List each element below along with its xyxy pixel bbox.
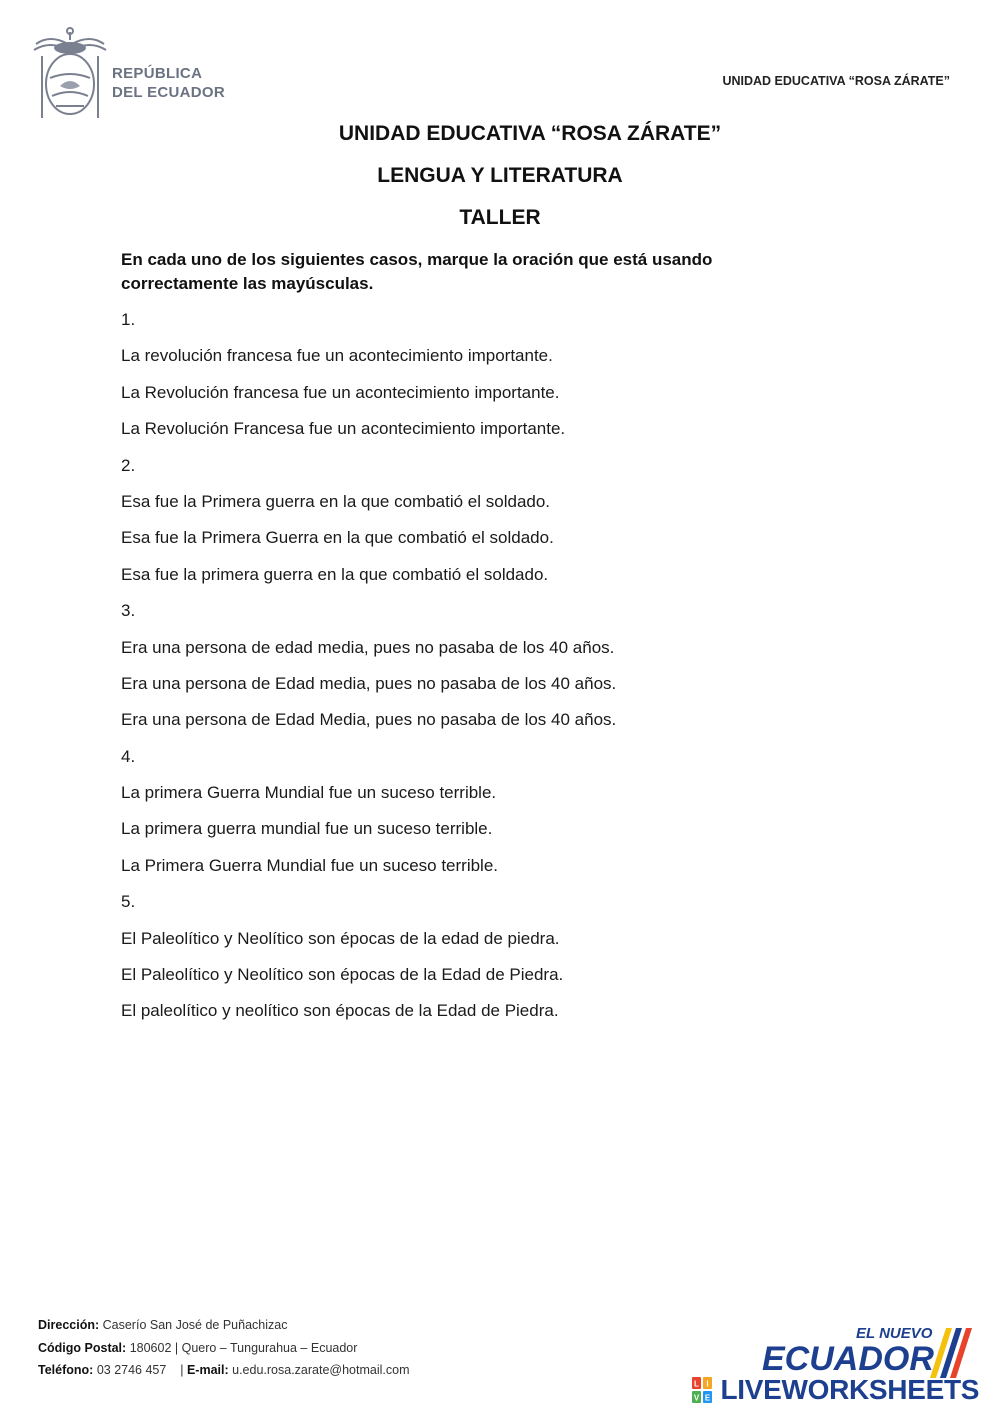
question-number: 2. [121,455,136,475]
header-school-name: UNIDAD EDUCATIVA “ROSA ZÁRATE” [722,74,950,88]
footer-phone-email: Teléfono: 03 2746 457 | E-mail: u.edu.rosa.zarate@hotmail.com [38,1363,410,1377]
answer-option[interactable]: Era una persona de edad media, pues no pasaba de los 40 años. [121,637,615,657]
answer-option[interactable]: La Revolución Francesa fue un acontecimiento importante. [121,419,566,439]
question-number: 3. [121,601,136,621]
answer-option[interactable]: Esa fue la primera guerra en la que combatió el soldado. [121,564,549,584]
ecuador-stripes-icon [930,1328,972,1378]
email-value: u.edu.rosa.zarate@hotmail.com [232,1363,410,1377]
question-number: 4. [121,746,136,766]
logo-line-2: DEL ECUADOR [112,84,226,101]
footer-contact [38,1318,409,1386]
answer-option[interactable]: El Paleolítico y Neolítico son épocas de la Edad de Piedra. [121,965,564,985]
logo-line-1: REPÚBLICA [112,65,203,82]
ecuador-brand-main: ECUADOR [762,1340,934,1378]
lw-letter-e: E [704,1393,711,1403]
answer-option[interactable]: Era una persona de Edad Media, pues no pasaba de los 40 años. [121,710,617,730]
answer-option[interactable]: El paleolítico y neolítico son épocas de la Edad de Piedra. [121,1001,559,1021]
answer-option[interactable]: Esa fue la Primera guerra en la que combatió el soldado. [121,491,551,511]
postal-label: Código Postal: [38,1340,127,1355]
answer-option[interactable]: La primera Guerra Mundial fue un suceso terrible. [121,783,497,803]
ecuador-brand-top: EL NUEVO [856,1325,933,1342]
answer-option[interactable]: La revolución francesa fue un acontecimiento importante. [121,346,553,366]
phone-value: 03 2746 457 [96,1363,167,1377]
address-value: Caserío San José de Puñachizac [102,1318,288,1332]
email-label: E-mail: [186,1363,229,1377]
answer-option[interactable]: Esa fue la Primera Guerra en la que combatió el soldado. [121,528,554,548]
logo-text [112,64,225,102]
page-title: UNIDAD EDUCATIVA “ROSA ZÁRATE” [338,122,722,145]
footer-address [38,1318,409,1341]
answer-option[interactable]: La primera guerra mundial fue un suceso terrible. [121,819,493,839]
question-number: 1. [121,310,136,329]
answer-option[interactable]: La Primera Guerra Mundial fue un suceso terrible. [121,855,499,875]
phone-label: Teléfono: [38,1363,94,1377]
lw-letter-l: L [694,1379,699,1389]
el-nuevo-ecuador-logo [760,1322,980,1382]
question-number: 5. [121,892,136,912]
question-list [121,309,881,1037]
footer-postal [38,1341,409,1364]
coat-of-arms-icon [30,26,110,122]
liveworksheets-text[interactable]: LIVEWORKSHEETS [720,1374,980,1405]
worksheet-type-title: TALLER [459,206,541,229]
lw-letter-i: I [706,1379,709,1389]
subject-title: LENGUA Y LITERATURA [377,164,623,187]
answer-option[interactable]: El Paleolítico y Neolítico son épocas de la edad de piedra. [121,928,560,948]
liveworksheets-logo [692,1374,979,1404]
answer-option[interactable]: La Revolución francesa fue un acontecimiento importante. [121,382,560,402]
lw-letter-v: V [693,1393,700,1403]
instructions: En cada uno de los siguientes casos, marque la oración que está usando correctamente las mayúsculas. [121,250,713,293]
liveworksheets-squares-icon [692,1377,712,1403]
answer-option[interactable]: Era una persona de Edad media, pues no pasaba de los 40 años. [121,673,617,693]
postal-value: 180602 | Quero – Tungurahua – Ecuador [129,1340,358,1355]
address-label: Dirección: [38,1318,100,1332]
